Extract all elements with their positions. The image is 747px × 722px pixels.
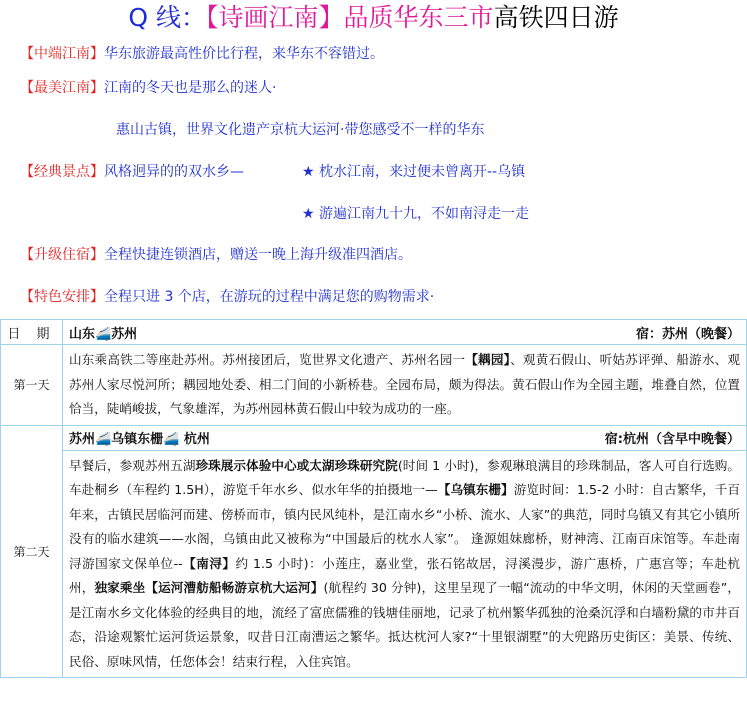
itinerary-table xyxy=(0,319,747,678)
description-bold: 【乌镇东栅】 xyxy=(437,482,514,497)
highlight-tag: 【中端江南】 xyxy=(20,46,104,62)
highlight-text: 全程只进 3 个店，在游玩的过程中满足您的购物需求· xyxy=(104,289,435,305)
description-segment: 约 1.5 小时)：小莲庄，嘉业堂，张石铭故居，浔溪漫步，游广惠桥，广惠宫等；车赴杭州， xyxy=(69,555,741,595)
route-cell xyxy=(63,320,747,345)
table-row xyxy=(1,450,747,678)
highlight-continuation xyxy=(116,121,484,139)
description-text xyxy=(63,345,746,425)
description-segment: (时间 1 小时)，参观琳琅满目的珍珠制品，客人可自行选购。车赴桐乡（车程约 1.5H），游览千年水乡、似水年华的拍摄地一— xyxy=(69,457,741,497)
highlight-text: 全程快捷连锁酒店，赠送一晚上海升级准四酒店。 xyxy=(104,247,412,263)
description-bold: 独家乘坐【运河漕舫船畅游京杭大运河】 xyxy=(94,580,324,595)
description-bold: 【南浔】 xyxy=(182,555,236,571)
description-bold: 【耦园】 xyxy=(465,352,511,367)
title-mid: 品质华东三市 xyxy=(343,3,494,32)
table-row xyxy=(1,320,747,345)
description-segment: 山东乘高铁二等座赴苏州。苏州接团后，览世界文化遗产、苏州名园一 xyxy=(69,352,466,367)
highlight-classic-sights xyxy=(20,163,244,181)
description-segment: (航程约 30 分钟)，这里呈现了一幅“流动的中华文明，休闲的天堂画卷”，是江南水乡文化体验的经典目的地，流经了富庶儒雅的钱塘佳丽地，记录了杭州繁华孤独的沧桑沉浮和白墙粉黛的市井百态，沿途观繁忙运河货运景象，叹昔日江南漕运之繁华。抵达枕河人家?“十里银湖墅”的大兜路历史街区：美景、传统、民俗、原味风情，任您体会！结束行程，入住宾馆。 xyxy=(69,580,740,669)
highlight-most-beautiful xyxy=(20,79,276,97)
route-text: 苏州🚄乌镇东栅🚄 杭州 xyxy=(69,432,210,447)
table-row xyxy=(1,345,747,426)
route-text: 山东🚄苏州 xyxy=(69,326,138,342)
highlight-upgraded-stay xyxy=(20,246,412,264)
highlight-tag: 【升级住宿】 xyxy=(20,247,104,263)
description-text xyxy=(63,451,746,678)
stay-text: 宿：苏州（晚餐） xyxy=(635,326,740,342)
highlight-tag: 【特色安排】 xyxy=(20,289,104,305)
description-segment: 游览时间：1.5-2 小时：自古繁华，千百年来，古镇民居临河而建、傍桥而市，镇内民风纯朴，是江南水乡“小桥、流水、人家”的典范，同时乌镇又有其它小镇所没有的临水建筑——水阁，乌镇由此又被称为“中国最后的枕水人家”。 逢源姐妹廊桥，财神湾、江南百床馆等。车赴南浔游国家文保单位-- xyxy=(69,482,741,571)
highlight-text: 华东旅游最高性价比行程，来华东不容错过。 xyxy=(104,46,384,62)
highlight-special-arrangement xyxy=(20,288,434,306)
highlight-tag: 【经典景点】 xyxy=(20,164,104,180)
highlight-text: 风格迥异的的双水乡— xyxy=(104,164,244,180)
day-description xyxy=(63,450,747,678)
highlight-tag: 【最美江南】 xyxy=(20,80,104,96)
highlight-text: 江南的冬天也是那么的迷人· xyxy=(104,80,277,96)
description-segment: 、观黄石假山、听姑苏评弹、船游水、观苏州人家尽悦河所；耦园地处委、相二门间的小新桥巷。全园布局，颇为得法。黄石假山作为全园主题，堆叠自然，位置恰当，陡峭峻拔，气象雄浑，为苏州园林黄石假山中较为成功的一座。 xyxy=(69,352,741,416)
page-title xyxy=(0,4,747,32)
route-cell xyxy=(63,425,747,450)
day-description xyxy=(63,345,747,426)
description-segment: 早餐后，参观苏州五湖 xyxy=(69,457,196,473)
day-header: 日 期 xyxy=(1,320,63,345)
star-line-nanxun: ★ 游遍江南九十九，不如南浔走一走 xyxy=(302,206,530,222)
day-label: 第二天 xyxy=(1,425,63,678)
day-label: 第一天 xyxy=(1,345,63,426)
stay-text: 宿:杭州（含早中晚餐） xyxy=(604,432,740,447)
description-bold: 珍珠展示体验中心或太湖珍珠研究院 xyxy=(195,457,398,473)
table-row xyxy=(1,425,747,450)
title-brand: 【诗画江南】 xyxy=(206,3,344,32)
title-prefix: Q 线： xyxy=(128,3,207,32)
highlight-text: 惠山古镇，世界文化遗产京杭大运河·带您感受不一样的华东 xyxy=(116,122,485,138)
highlight-mid-end xyxy=(20,45,384,63)
star-line-wuzhen: ★ 枕水江南，来过便未曾离开--乌镇 xyxy=(302,164,526,180)
title-suffix: 高铁四日游 xyxy=(493,3,619,32)
